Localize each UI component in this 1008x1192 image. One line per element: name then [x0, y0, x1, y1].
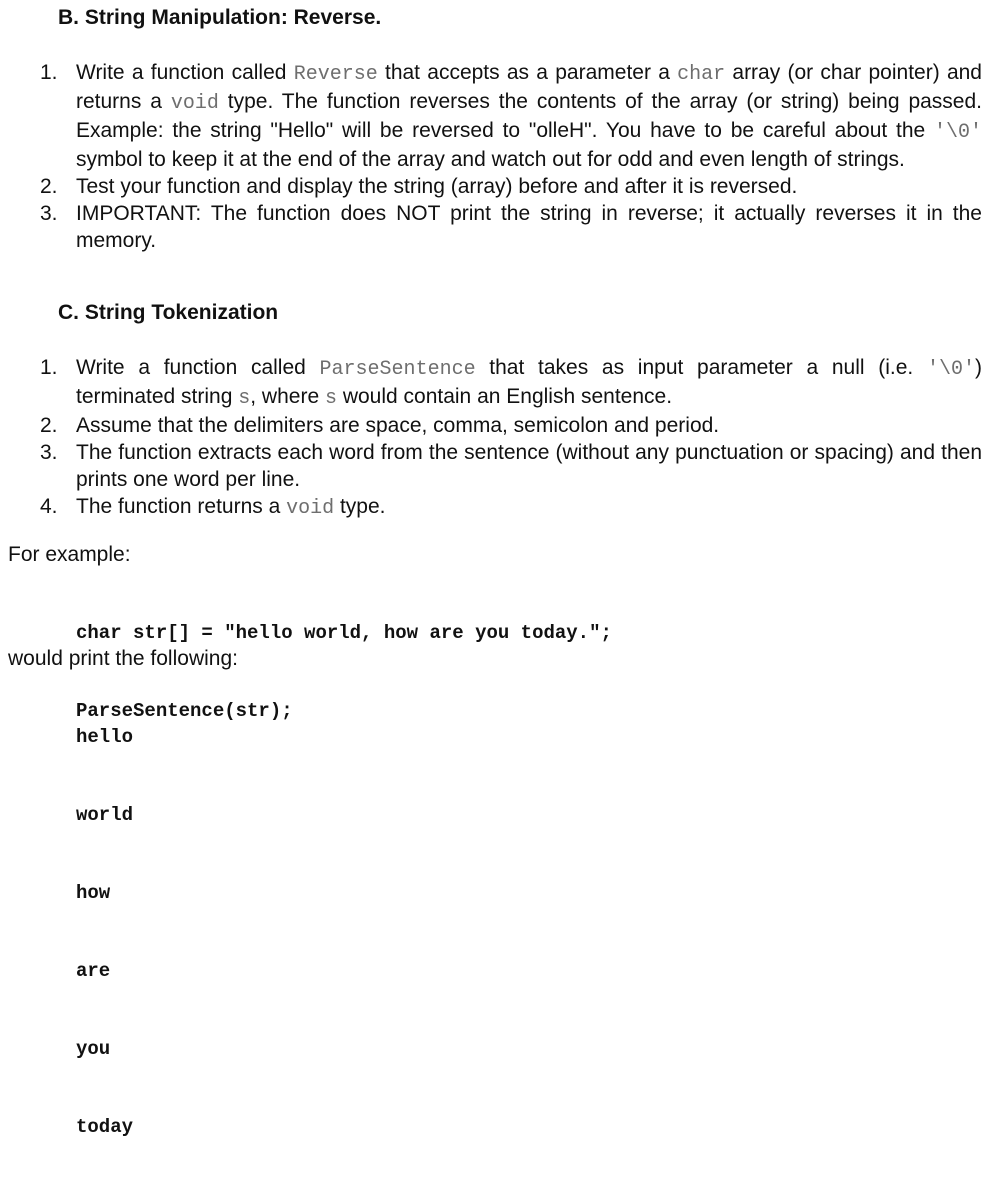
output-line: you	[76, 1038, 111, 1060]
inline-code: void	[170, 92, 219, 115]
inline-code: char	[677, 63, 726, 86]
inline-code: Reverse	[293, 63, 378, 86]
list-number: 2.	[40, 175, 58, 198]
output-line: world	[76, 804, 134, 826]
list-item: 3. IMPORTANT: The function does NOT print the string in reverse; it actually reverses it in the memory.	[40, 202, 982, 252]
section-b-title: B. String Manipulation: Reverse.	[58, 6, 382, 29]
output-line: today	[76, 1116, 134, 1138]
output-block	[76, 672, 133, 1192]
list-item: 3. The function extracts each word from the sentence (without any punctuation or spacing) and then prints one word per line.	[40, 441, 982, 491]
code-line: ParseSentence(str);	[76, 700, 293, 722]
section-c-title: C. String Tokenization	[58, 301, 279, 324]
list-item: 1. Write a function called ParseSentence that takes as input parameter a null (i.e. '\0') terminated string s, where s would contain an English sentence.	[40, 356, 982, 410]
inline-code: void	[286, 497, 335, 520]
code-line: char str[] = "hello world, how are you today.";	[76, 622, 612, 644]
example-code-block	[76, 568, 612, 776]
output-line: are	[76, 960, 111, 982]
output-line: how	[76, 882, 111, 904]
list-number: 3.	[40, 202, 58, 225]
list-number: 4.	[40, 495, 58, 518]
list-number: 2.	[40, 414, 58, 437]
inline-code: s	[324, 387, 337, 410]
inline-code: ParseSentence	[319, 358, 476, 381]
output-label: would print the following:	[8, 647, 238, 670]
list-number: 1.	[40, 356, 58, 379]
list-number: 3.	[40, 441, 58, 464]
section-b-list	[40, 59, 982, 254]
inline-code: '\0'	[926, 358, 975, 381]
list-number: 1.	[40, 61, 58, 84]
list-item: 2. Assume that the delimiters are space, comma, semicolon and period.	[40, 414, 720, 437]
list-item: 4. The function returns a void type.	[40, 495, 386, 520]
example-label: For example:	[8, 543, 131, 566]
list-item: 2. Test your function and display the string (array) before and after it is reversed.	[40, 175, 798, 198]
inline-code: s	[238, 387, 251, 410]
section-c-list	[40, 354, 982, 522]
inline-code: '\0'	[933, 121, 982, 144]
list-item: 1. Write a function called Reverse that accepts as a parameter a char array (or char pointer) and returns a void type. The function reverses the contents of the array (or string) being passed. Example: the string "Hello" will be reversed to "olleH". You have to be careful about the '\0' symbol to keep it at the end of the array and watch out for odd and even length of strings.	[40, 61, 982, 171]
output-line: hello	[76, 726, 134, 748]
